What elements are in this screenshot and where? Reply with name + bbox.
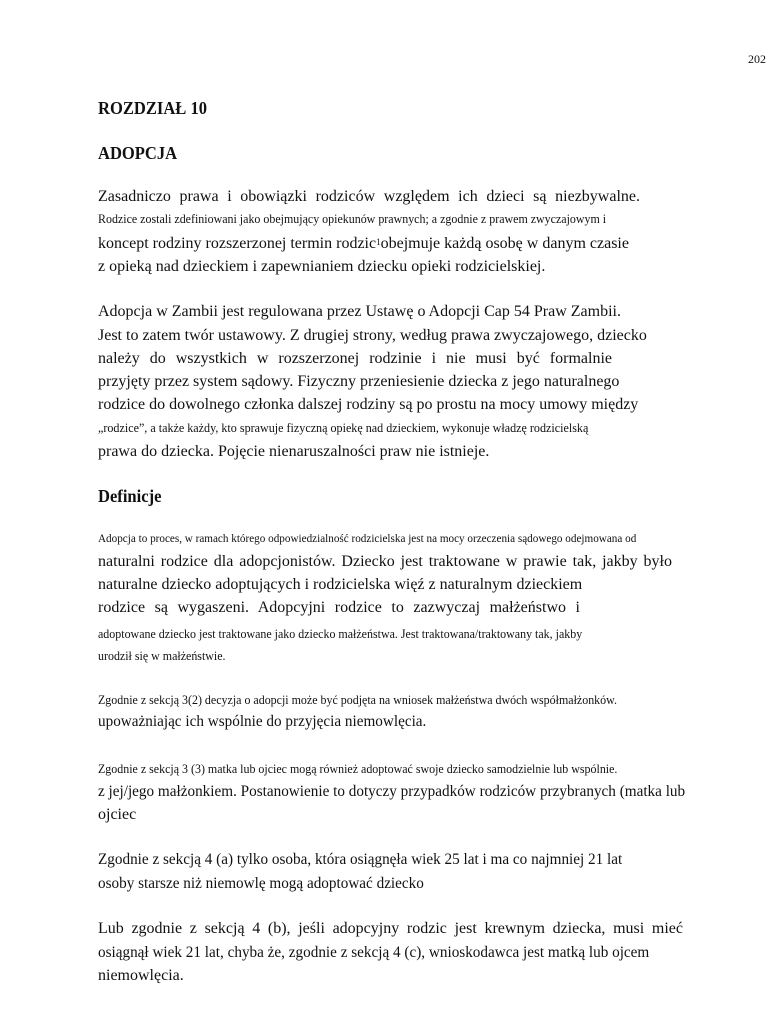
section-4b-line-3: niemowlęcia. — [98, 967, 184, 984]
zambia-line-5: rodzice do dowolnego członka dalszej rodziny są po prostu na mocy umowy między — [98, 396, 639, 413]
zambia-line-4: przyjęty przez system sądowy. Fizyczny przeniesienie dziecka z jego naturalnego — [98, 373, 620, 390]
definitions-line-3: naturalne dziecko adoptujących i rodzicielska więź z naturalnym dzieckiem — [98, 576, 583, 593]
page-number: 202 — [748, 52, 766, 66]
zambia-line-3: należy do wszystkich w rozszerzonej rodzinie i nie musi być formalnie — [98, 350, 612, 367]
zambia-line-1: Adopcja w Zambii jest regulowana przez Ustawę o Adopcji Cap 54 Praw Zambii. — [98, 303, 621, 320]
section-4a-line-2: osoby starsze niż niemowlę mogą adoptować dziecko — [98, 875, 424, 892]
definitions-heading: Definicje — [98, 486, 162, 506]
zambia-line-7: prawa do dziecka. Pojęcie nienaruszalności praw nie istnieje. — [98, 443, 490, 460]
intro-line-4: z opieką nad dzieckiem i zapewnianiem dziecku opieki rodzicielskiej. — [98, 258, 546, 275]
intro-line-3: koncept rodziny rozszerzonej termin rodzic$^1$obejmuje każdą osobę w danym czasie — [98, 235, 629, 252]
definitions-line-5: adoptowane dziecko jest traktowane jako dziecko małżeństwa. Jest traktowana/traktowany tak, jakby — [98, 626, 583, 641]
section-3-2-line-2: upoważniając ich wspólnie do przyjęcia niemowlęcia. — [98, 713, 427, 730]
intro-line-2: Rodzice zostali zdefiniowani jako obejmujący opiekunów prawnych; a zgodnie z prawem zwyczajowym i — [98, 211, 607, 226]
definitions-line-1: Adopcja to proces, w ramach którego odpowiedzialność rodzicielska jest na mocy orzeczenia sądowego odejmowana od — [98, 531, 637, 545]
chapter-heading: ROZDZIAŁ 10 — [98, 98, 208, 118]
section-4a-line-1: Zgodnie z sekcją 4 (a) tylko osoba, która osiągnęła wiek 25 lat i ma co najmniej 21 lat — [98, 851, 623, 868]
section-4b-line-1: Lub zgodnie z sekcją 4 (b), jeśli adopcyjny rodzic jest krewnym dziecka, musi mieć — [98, 920, 683, 937]
definitions-line-2: naturalni rodzice dla adopcjonistów. Dziecko jest traktowane w prawie tak, jakby było — [98, 553, 672, 570]
section-4b-line-2: osiągnął wiek 21 lat, chyba że, zgodnie z sekcją 4 (c), wnioskodawca jest matką lub ojcem — [98, 944, 650, 961]
definitions-line-6: urodził się w małżeństwie. — [98, 648, 226, 663]
footnote-ref: 1 — [376, 237, 381, 247]
section-3-3-line-3: ojciec — [98, 806, 137, 823]
section-3-3-line-2: z jej/jego małżonkiem. Postanowienie to dotyczy przypadków rodziców przybranych (matka lub — [98, 783, 686, 800]
section-3-2-line-1: Zgodnie z sekcją 3(2) decyzja o adopcji może być podjęta na wniosek małżeństwa dwóch współmałżonków. — [98, 692, 617, 707]
intro-line-1: Zasadniczo prawa i obowiązki rodziców względem ich dzieci są niezbywalne. — [98, 188, 640, 205]
zambia-line-2: Jest to zatem twór ustawowy. Z drugiej strony, według prawa zwyczajowego, dziecko — [98, 327, 647, 344]
section-heading: ADOPCJA — [98, 143, 178, 163]
definitions-line-4: rodzice są wygaszeni. Adopcyjni rodzice to zazwyczaj małżeństwo i — [98, 599, 580, 616]
section-3-3-line-1: Zgodnie z sekcją 3 (3) matka lub ojciec mogą również adoptować swoje dziecko samodzielnie lub wspólnie. — [98, 761, 618, 776]
zambia-line-6: „rodzice”, a także każdy, kto sprawuje fizyczną opiekę nad dzieckiem, wykonuje władzę rodzicielską — [98, 420, 589, 435]
